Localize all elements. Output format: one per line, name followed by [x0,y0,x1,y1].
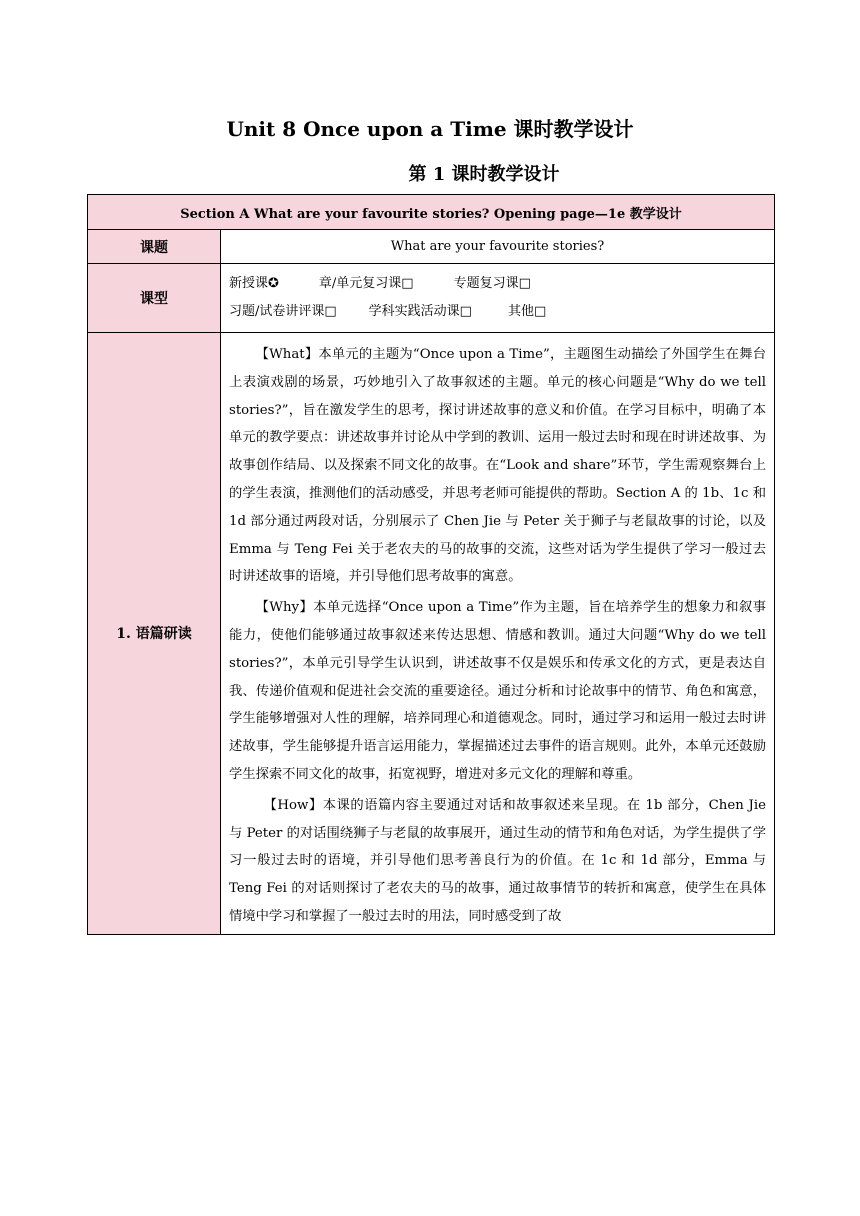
topic-row [88,230,775,264]
why-paragraph: 【Why】本单元选择“Once upon a Time”作为主题，旨在培养学生的想象力和叙事能力，使他们能够通过故事叙述来传达思想、情感和教训。通过大问题“Why do we tell stories?”，本单元引导学生认识到，讲述故事不仅是娱乐和传承文化的方式，更是表达自我、传递价值观和促进社会交流的重要途径。通过分析和讨论故事中的情节、角色和寓意，学生能够增强对人性的理解，培养同理心和道德观念。同时，通过学习和运用一般过去时讲述故事，学生能够提升语言运用能力，掌握描述过去事件的语言规则。此外，本单元还鼓励学生探索不同文化的故事，拓宽视野，增进对多元文化的理解和尊重。 [229,600,766,782]
what-paragraph: 【What】本单元的主题为“Once upon a Time”，主题图生动描绘了外国学生在舞台上表演戏剧的场景，巧妙地引入了故事叙述的主题。单元的核心问题是“Why do we tell stories?”，旨在激发学生的思考，探讨讲述故事的意义和价值。在学习目标中，明确了本单元的教学要点：讲述故事并讨论从中学到的教训、运用一般过去时和现在时讲述故事、为故事创作结局、以及探索不同文化的故事。在“Look and share”环节，学生需观察舞台上的学生表演，推测他们的活动感受，并思考老师可能提供的帮助。Section A 的 1b、1c 和 1d 部分通过两段对话，分别展示了 Chen Jie 与 Peter 关于狮子与老鼠故事的讨论，以及 Emma 与 Teng Fei 关于老农夫的马的故事的交流，这些对话为学生提供了学习一般过去时讲述故事的语境，并引导他们思考故事的寓意。 [229,347,766,585]
text-analysis-content [221,333,775,935]
lesson-type-label: 课型 [88,264,221,333]
section-header: Section A What are your favourite stories? Opening page—1e 教学设计 [88,195,775,230]
text-analysis-label: 1. 语篇研读 [88,333,221,935]
option-practice-activity: 学科实践活动课□ [368,304,472,319]
section-header-row [88,195,775,230]
topic-label: 课题 [88,230,221,264]
topic-value: What are your favourite stories? [221,230,775,264]
option-topic-review: 专题复习课□ [453,276,531,291]
how-paragraph: 【How】本课的语篇内容主要通过对话和故事叙述来呈现。在 1b 部分，Chen Jie 与 Peter 的对话围绕狮子与老鼠的故事展开，通过生动的情节和角色对话，为学生提供了学习一般过去时的语境，并引导他们思考善良行为的价值。在 1c 和 1d 部分，Emma 与 Teng Fei 的对话则探讨了老农夫的马的故事，通过故事情节的转折和寓意，使学生在具体情境中学习和掌握了一般过去时的用法，同时感受到了故 [229,797,766,924]
lesson-design-table [87,194,775,935]
lesson-subtitle: 第 1 课时教学设计 [408,164,560,185]
lesson-type-row [88,264,775,333]
text-analysis-row [88,333,775,935]
lesson-type-options-row-2 [229,298,766,326]
option-unit-review: 章/单元复习课□ [318,276,414,291]
lesson-type-options-row-1 [229,270,766,298]
option-exercise-review: 习题/试卷讲评课□ [229,304,337,319]
option-other: 其他□ [507,304,547,319]
option-new-lesson: 新授课✪ [229,276,279,291]
document-title: Unit 8 Once upon a Time 课时教学设计 [226,117,634,141]
lesson-type-options [221,264,775,333]
